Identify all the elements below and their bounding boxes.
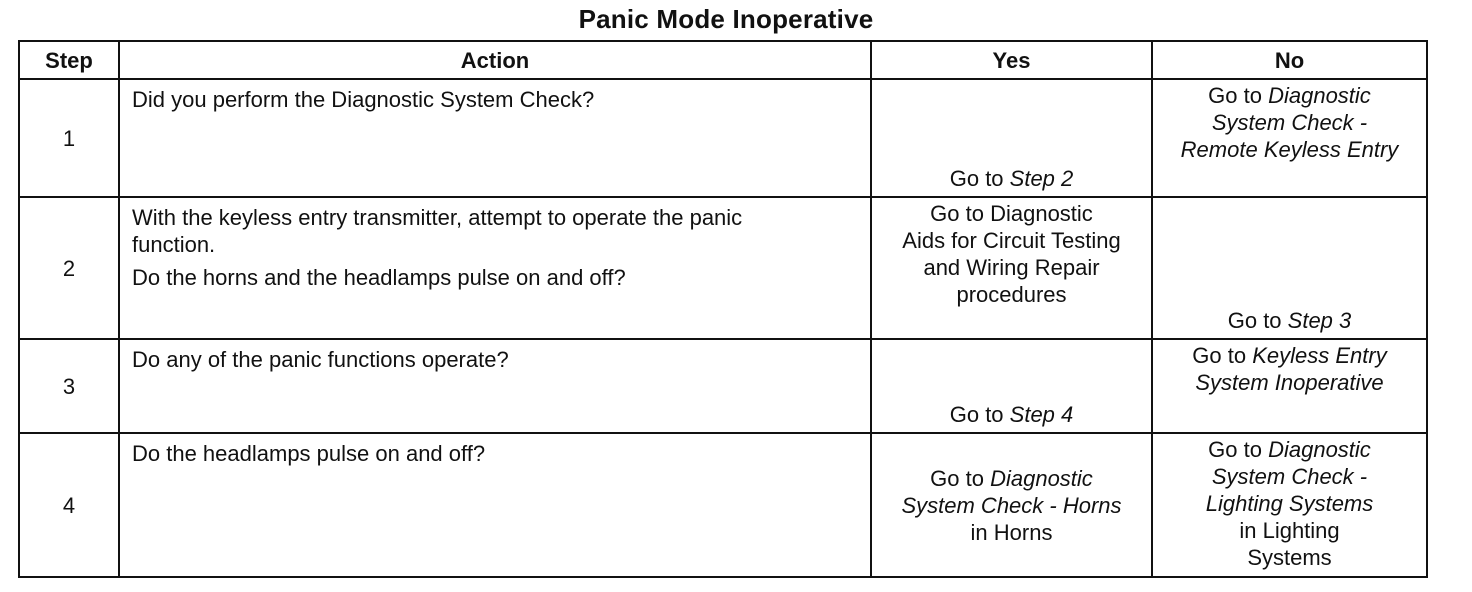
no-link: Diagnostic bbox=[1268, 437, 1371, 462]
no-cell bbox=[1152, 339, 1427, 433]
action-cell bbox=[119, 79, 871, 197]
table-row bbox=[19, 79, 1427, 197]
no-link: Diagnostic bbox=[1268, 83, 1371, 108]
yes-text: Go to Diagnostic bbox=[930, 201, 1093, 226]
no-prefix: Go to bbox=[1208, 83, 1269, 108]
action-text: Did you perform the Diagnostic System Check? bbox=[132, 87, 595, 112]
no-suffix: in Lighting bbox=[1239, 518, 1340, 543]
yes-suffix: in Horns bbox=[970, 519, 1053, 545]
header-yes: Yes bbox=[871, 41, 1152, 79]
header-row bbox=[19, 41, 1427, 79]
no-link: System Check - bbox=[1211, 110, 1368, 135]
table-row bbox=[19, 433, 1427, 577]
no-suffix: Systems bbox=[1247, 545, 1332, 570]
no-cell bbox=[1152, 197, 1427, 339]
header-no: No bbox=[1152, 41, 1427, 79]
yes-link: Step 2 bbox=[1009, 166, 1074, 191]
yes-cell bbox=[871, 197, 1152, 339]
header-action: Action bbox=[119, 41, 871, 79]
action-text: With the keyless entry transmitter, attempt to operate the panic function. bbox=[132, 205, 743, 257]
table-row bbox=[19, 197, 1427, 339]
yes-text: and Wiring Repair bbox=[923, 255, 1100, 280]
yes-link: System Check - Horns bbox=[901, 492, 1122, 518]
step-number: 2 bbox=[19, 197, 119, 339]
yes-cell bbox=[871, 339, 1152, 433]
yes-link: Step 4 bbox=[1009, 402, 1074, 427]
no-link: Step 3 bbox=[1287, 308, 1352, 333]
step-number: 1 bbox=[19, 79, 119, 197]
no-link: System Inoperative bbox=[1195, 370, 1384, 395]
yes-prefix: Go to bbox=[930, 465, 991, 491]
no-prefix: Go to bbox=[1192, 343, 1253, 368]
no-prefix: Go to bbox=[1208, 437, 1269, 462]
action-text: Do the headlamps pulse on and off? bbox=[132, 441, 486, 466]
no-link: Keyless Entry bbox=[1252, 343, 1387, 368]
yes-link: Diagnostic bbox=[990, 465, 1093, 491]
diagnostic-table bbox=[18, 40, 1428, 578]
action-cell bbox=[119, 197, 871, 339]
header-step: Step bbox=[19, 41, 119, 79]
no-cell bbox=[1152, 79, 1427, 197]
step-number: 3 bbox=[19, 339, 119, 433]
step-number: 4 bbox=[19, 433, 119, 577]
yes-prefix: Go to bbox=[949, 166, 1010, 191]
yes-text: procedures bbox=[956, 282, 1067, 307]
no-link: Remote Keyless Entry bbox=[1180, 137, 1399, 162]
yes-cell bbox=[871, 433, 1152, 577]
action-text: Do any of the panic functions operate? bbox=[132, 347, 509, 372]
action-cell bbox=[119, 433, 871, 577]
no-prefix: Go to bbox=[1227, 308, 1288, 333]
action-cell bbox=[119, 339, 871, 433]
yes-text: Aids for Circuit Testing bbox=[902, 228, 1121, 253]
table-row bbox=[19, 339, 1427, 433]
action-text: Do the horns and the headlamps pulse on and off? bbox=[132, 265, 626, 290]
no-link: System Check - bbox=[1211, 464, 1368, 489]
page-title: Panic Mode Inoperative bbox=[578, 4, 874, 34]
no-link: Lighting Systems bbox=[1205, 491, 1374, 516]
yes-prefix: Go to bbox=[949, 402, 1010, 427]
no-cell bbox=[1152, 433, 1427, 577]
yes-cell bbox=[871, 79, 1152, 197]
